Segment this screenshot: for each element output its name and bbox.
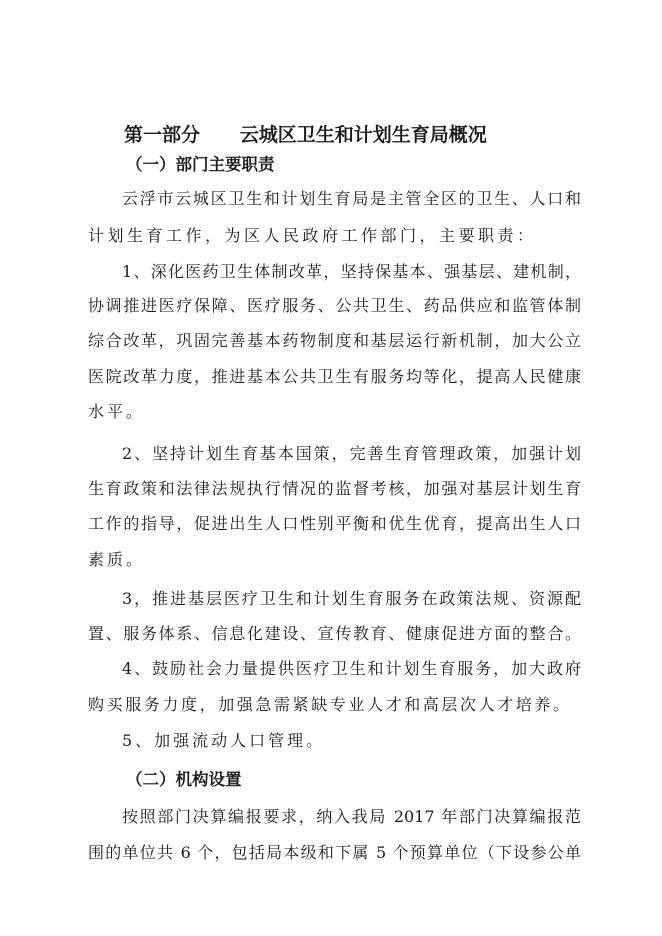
paragraph-line: 工作的指导，促进出生人口性别平衡和优生优育，提高出生人口 — [88, 514, 581, 533]
paragraph-line: 协调推进医疗保障、医疗服务、公共卫生、药品供应和监管体制 — [88, 296, 581, 315]
paragraph-line: 围的单位共 6 个，包括局本级和下属 5 个预算单位（下设参公单 — [88, 843, 581, 862]
paragraph-line: 购买服务力度，加强急需紧缺专业人才和高层次人才培养。 — [88, 695, 572, 714]
paragraph-line: 按照部门决算编报要求，纳入我局 2017 年部门决算编报范 — [122, 807, 581, 826]
title-name: 云城区卫生和计划生育局概况 — [239, 124, 487, 146]
section-heading-responsibilities: （一）部门主要职责 — [126, 155, 275, 174]
paragraph-line: 4、鼓励社会力量提供医疗卫生和计划生育服务，加大政府 — [122, 659, 581, 678]
paragraph-line: 生育政策和法律法规执行情况的监督考核，加强对基层计划生育 — [88, 479, 581, 498]
title-part: 第一部分 — [124, 124, 201, 146]
paragraph-line: 3，推进基层医疗卫生和计划生育服务在政策法规、资源配 — [122, 589, 581, 608]
page-title — [124, 120, 487, 147]
paragraph-line: 1、深化医药卫生体制改革，坚持保基本、强基层、建机制， — [122, 262, 581, 281]
section-heading-organization: （二）机构设置 — [126, 770, 242, 789]
paragraph-line: 置、服务体系、信息化建设、宣传教育、健康促进方面的整合。 — [88, 624, 581, 643]
paragraph-line: 5、加强流动人口管理。 — [122, 731, 326, 750]
paragraph-line: 素质。 — [88, 550, 146, 569]
paragraph-line: 云浮市云城区卫生和计划生育局是主管全区的卫生、人口和 — [122, 189, 581, 208]
paragraph-line: 计划生育工作，为区人民政府工作部门，主要职责： — [88, 226, 537, 245]
paragraph-line: 医院改革力度，推进基本公共卫生有服务均等化，提高人民健康 — [88, 367, 581, 386]
paragraph-line: 水平。 — [88, 402, 146, 421]
paragraph-line: 2、坚持计划生育基本国策，完善生育管理政策，加强计划 — [122, 444, 581, 463]
paragraph-line: 综合改革，巩固完善基本药物制度和基层运行新机制，加大公立 — [88, 331, 581, 350]
